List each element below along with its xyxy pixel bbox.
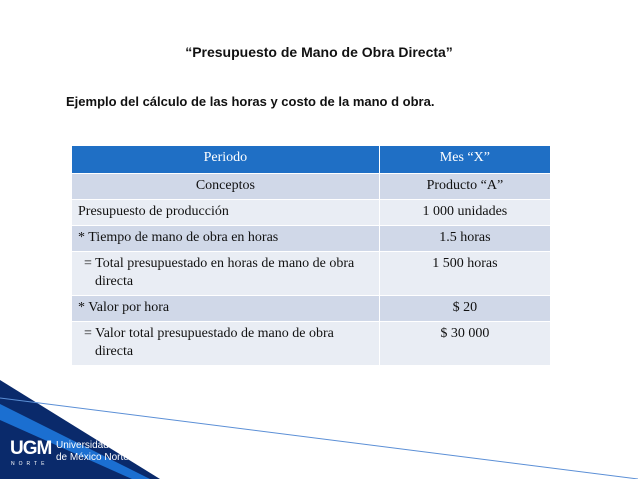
table-row xyxy=(72,252,550,296)
row-concept: Conceptos xyxy=(72,174,379,200)
logo-line-2: de México Norte xyxy=(56,452,129,463)
table-row xyxy=(72,200,550,226)
row-value: 1 500 horas xyxy=(379,252,550,296)
page-subtitle: Ejemplo del cálculo de las horas y costo de la mano d obra. xyxy=(66,94,435,109)
logo-mark: UGM xyxy=(10,438,52,459)
row-value: 1 000 unidades xyxy=(379,200,550,226)
table-row xyxy=(72,322,550,366)
row-value: Producto “A” xyxy=(379,174,550,200)
logo-line-1: Universidad del Golfo xyxy=(56,440,152,451)
page-title: “Presupuesto de Mano de Obra Directa” xyxy=(185,44,453,60)
table-row xyxy=(72,226,550,252)
university-logo-text xyxy=(56,440,152,464)
row-value: 1.5 horas xyxy=(379,226,550,252)
header-mes: Mes “X” xyxy=(379,146,550,174)
labor-budget-table xyxy=(72,146,550,365)
table-row xyxy=(72,296,550,322)
row-concept-text: = Valor total presupuestado de mano de obra directa xyxy=(84,326,334,359)
row-concept xyxy=(72,322,379,366)
row-value: $ 30 000 xyxy=(379,322,550,366)
logo-sub: NORTE xyxy=(11,461,49,467)
corner-decoration xyxy=(0,380,638,479)
table-header-row xyxy=(72,146,550,174)
row-concept: * Tiempo de mano de obra en horas xyxy=(72,226,379,252)
row-concept xyxy=(72,252,379,296)
row-concept: Presupuesto de producción xyxy=(72,200,379,226)
row-value: $ 20 xyxy=(379,296,550,322)
row-concept-text: = Total presupuestado en horas de mano de obra directa xyxy=(84,256,355,289)
header-periodo: Periodo xyxy=(72,146,379,174)
table-row xyxy=(72,174,550,200)
row-concept: * Valor por hora xyxy=(72,296,379,322)
